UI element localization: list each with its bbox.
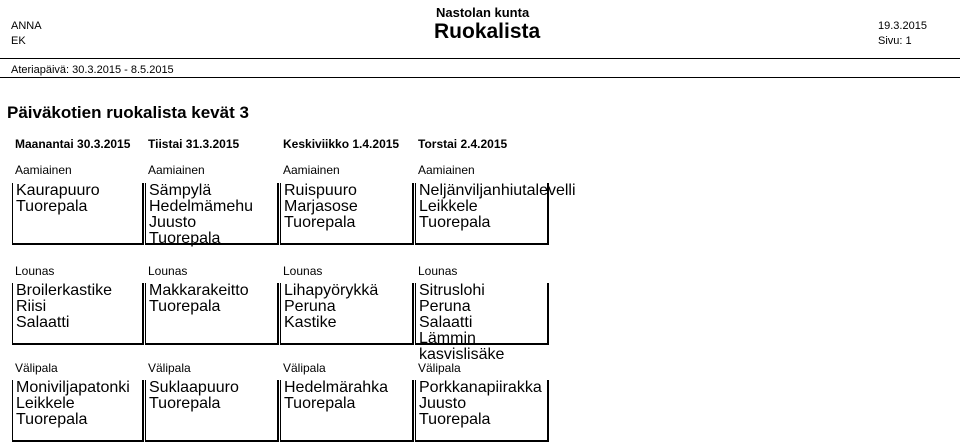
- menu-item: Sitruslohi: [419, 282, 485, 299]
- menu-box-lunch-wednesday: [280, 283, 414, 345]
- menu-item: Suklaapuuro: [149, 379, 239, 396]
- menu-item: Salaatti: [16, 314, 70, 331]
- section-heading-breakfast: Aamiainen: [148, 163, 205, 177]
- menu-item: Tuorepala: [284, 214, 356, 231]
- menu-item: Juusto: [149, 214, 197, 231]
- section-heading-lunch: Lounas: [418, 264, 458, 278]
- menu-item: Salaatti: [419, 314, 473, 331]
- menu-item: Sämpylä: [149, 182, 212, 199]
- section-heading-lunch: Lounas: [283, 264, 323, 278]
- menu-item: Tuorepala: [149, 395, 221, 412]
- section-heading-breakfast: Aamiainen: [283, 163, 340, 177]
- menu-item: Peruna: [419, 298, 471, 315]
- header-divider-top: [0, 58, 960, 59]
- menu-item: Broilerkastike: [16, 282, 113, 299]
- section-heading-snack: Välipala: [418, 361, 461, 375]
- section-heading-lunch: Lounas: [148, 264, 188, 278]
- user-name-line1: ANNA: [11, 20, 42, 32]
- menu-item: Tuorepala: [16, 198, 88, 215]
- menu-box-lunch-tuesday: [145, 283, 279, 345]
- header-divider-bottom: [0, 77, 960, 78]
- menu-item: Tuorepala: [419, 214, 491, 231]
- menu-item: Lämmin kasvislisäke: [419, 330, 505, 363]
- section-heading-snack: Välipala: [15, 361, 58, 375]
- menu-item: Tuorepala: [419, 411, 491, 428]
- menu-item: Leikkele: [419, 198, 478, 215]
- menu-box-breakfast-thursday: [415, 182, 576, 245]
- menu-item: Tuorepala: [149, 230, 221, 247]
- print-date: 19.3.2015: [878, 20, 927, 32]
- menu-item: Leikkele: [16, 395, 75, 412]
- menu-item: Kastike: [284, 314, 337, 331]
- menu-title: Päiväkotien ruokalista kevät 3: [7, 103, 249, 122]
- section-heading-snack: Välipala: [283, 361, 326, 375]
- menu-item: Neljänviljanhiutalevelli: [419, 182, 576, 199]
- menu-item: Juusto: [419, 395, 467, 412]
- section-heading-breakfast: Aamiainen: [418, 163, 475, 177]
- user-name-line2: EK: [11, 35, 26, 47]
- menu-box-snack-thursday: [415, 380, 549, 442]
- document-title: Ruokalista: [434, 20, 541, 43]
- menu-item: Hedelmämehu: [149, 198, 254, 215]
- menu-item: Moniviljapatonki: [16, 379, 130, 396]
- menu-item: Makkarakeitto: [149, 282, 249, 299]
- menu-box-lunch-thursday: [415, 282, 549, 363]
- day-header-thursday: Torstai 2.4.2015: [418, 137, 508, 151]
- menu-box-lunch-monday: [12, 283, 144, 345]
- menu-item: Kaurapuuro: [16, 182, 100, 199]
- menu-box-snack-tuesday: [145, 380, 279, 442]
- menu-item: Tuorepala: [284, 395, 356, 412]
- menu-item: Tuorepala: [149, 298, 221, 315]
- menu-box-breakfast-monday: [12, 183, 144, 245]
- section-heading-snack: Välipala: [148, 361, 191, 375]
- menu-item: Riisi: [16, 298, 47, 315]
- organization-name: Nastolan kunta: [436, 5, 530, 20]
- menu-item: Porkkanapiirakka: [419, 379, 542, 396]
- menu-box-breakfast-tuesday: [145, 183, 279, 245]
- menu-box-snack-wednesday: [280, 380, 414, 442]
- menu-item: Hedelmärahka: [284, 379, 389, 396]
- day-header-tuesday: Tiistai 31.3.2015: [148, 137, 240, 151]
- section-heading-breakfast: Aamiainen: [15, 163, 72, 177]
- day-header-monday: Maanantai 30.3.2015: [15, 137, 131, 151]
- menu-item: Lihapyörykkä: [284, 282, 379, 299]
- menu-box-snack-monday: [12, 380, 144, 442]
- meal-period: Ateriapäivä: 30.3.2015 - 8.5.2015: [11, 64, 174, 76]
- section-heading-lunch: Lounas: [15, 264, 55, 278]
- menu-item: Tuorepala: [16, 411, 88, 428]
- menu-item: Ruispuuro: [284, 182, 357, 199]
- menu-item: Peruna: [284, 298, 336, 315]
- menu-box-breakfast-wednesday: [280, 183, 414, 245]
- day-header-wednesday: Keskiviikko 1.4.2015: [283, 137, 400, 151]
- menu-item: Marjasose: [284, 198, 358, 215]
- page-number: Sivu: 1: [878, 35, 912, 47]
